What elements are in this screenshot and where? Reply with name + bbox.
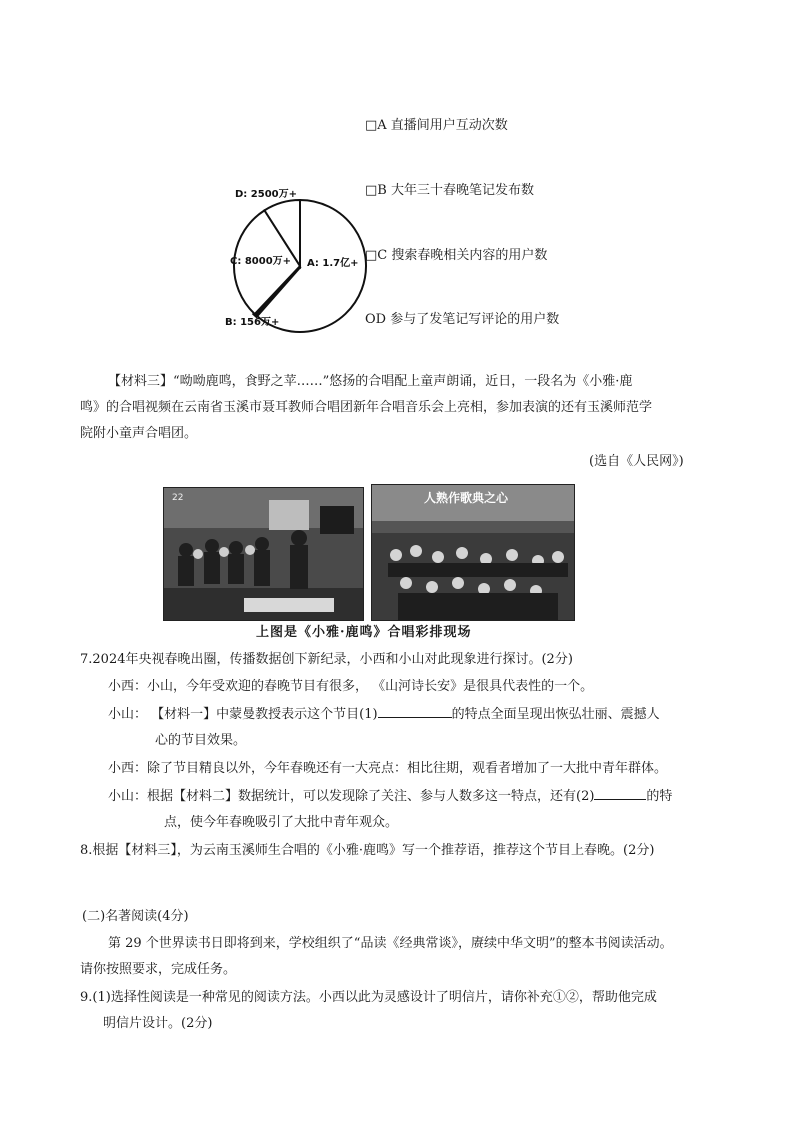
photo-caption: 上图是《小雅·鹿鸣》合唱彩排现场 — [256, 625, 472, 640]
pie-chart — [225, 180, 375, 340]
legend-a: □A 直播间用户互动次数 — [365, 118, 508, 133]
section2-paragraph-1: 第 29 个世界读书日即将到来，学校组织了“品读《经典常谈》，赓续中华文明”的整本书阅读活动。 — [108, 936, 673, 951]
q7-dialogue-2 — [108, 702, 660, 728]
q9-line-2: 明信片设计。(2分) — [103, 1016, 213, 1031]
answer-blank-2[interactable] — [594, 799, 646, 800]
q7-dialogue-1: 小西：小山，今年受欢迎的春晚节目有很多， 《山河诗长安》是很具代表性的一个。 — [108, 679, 594, 694]
material3-source: (选自《人民网》) — [589, 454, 684, 469]
material3-line1: 【材料三】“呦呦鹿鸣，食野之苹……”悠扬的合唱配上童声朗诵，近日，一段名为《小雅·鹿 — [108, 374, 633, 389]
material3-line2: 鸣》的合唱视频在云南省玉溪市聂耳教师合唱团新年合唱音乐会上亮相，参加表演的还有玉溪师范学 — [80, 400, 653, 415]
q7-dialogue-4 — [108, 784, 672, 810]
q7-dialogue-2-part-b: 的特点全面呈现出恢弘壮丽、震撼人 — [451, 707, 660, 722]
section2-heading: (二)名著阅读(4分) — [82, 909, 189, 924]
photo-overlay-title: 人熟作歌典之心 — [424, 491, 509, 505]
section2-paragraph-2: 请你按照要求，完成任务。 — [80, 962, 237, 977]
q7-dialogue-2-part-a: 小山： 【材料一】中蒙曼教授表示这个节目(1) — [108, 707, 378, 722]
q7-intro: 7.2024年央视春晚出圈，传播数据创下新纪录，小西和小山对此现象进行探讨。(2分) — [80, 652, 573, 667]
q8-text: 8.根据【材料三】，为云南玉溪师生合唱的《小雅·鹿鸣》写一个推荐语，推荐这个节目上春晚。(2分) — [80, 843, 655, 858]
q9-line-1: 9.(1)选择性阅读是一种常见的阅读方法。小西以此为灵感设计了明信片，请你补充①②，帮助他完成 — [80, 990, 657, 1005]
photo-counter: 22 — [172, 493, 184, 503]
rehearsal-photo-right — [371, 484, 575, 621]
legend-c: □C 搜索春晚相关内容的用户数 — [365, 248, 548, 263]
q7-dialogue-2-cont: 心的节目效果。 — [155, 733, 247, 748]
answer-blank-1[interactable] — [378, 717, 452, 718]
rehearsal-photo-left — [163, 487, 364, 621]
material3-line3: 院附小童声合唱团。 — [80, 426, 198, 441]
legend-b: □B 大年三十春晚笔记发布数 — [365, 183, 534, 198]
q7-dialogue-4-cont: 点，使今年春晚吸引了大批中青年观众。 — [164, 815, 399, 830]
q7-dialogue-4-part-a: 小山：根据【材料二】数据统计，可以发现除了关注、参与人数多这一特点，还有(2) — [108, 789, 595, 804]
pie-label-b: B: 156万+ — [225, 317, 280, 328]
q7-dialogue-3: 小西：除了节目精良以外，今年春晚还有一大亮点：相比往期，观看者增加了一大批中青年群体。 — [108, 761, 668, 776]
q7-dialogue-4-part-b: 的特 — [646, 789, 673, 804]
pie-label-c: C: 8000万+ — [230, 256, 292, 267]
legend-d: OD 参与了发笔记写评论的用户数 — [365, 312, 560, 327]
pie-label-d: D: 2500万+ — [235, 189, 297, 200]
pie-label-a: A: 1.7亿+ — [307, 258, 359, 269]
